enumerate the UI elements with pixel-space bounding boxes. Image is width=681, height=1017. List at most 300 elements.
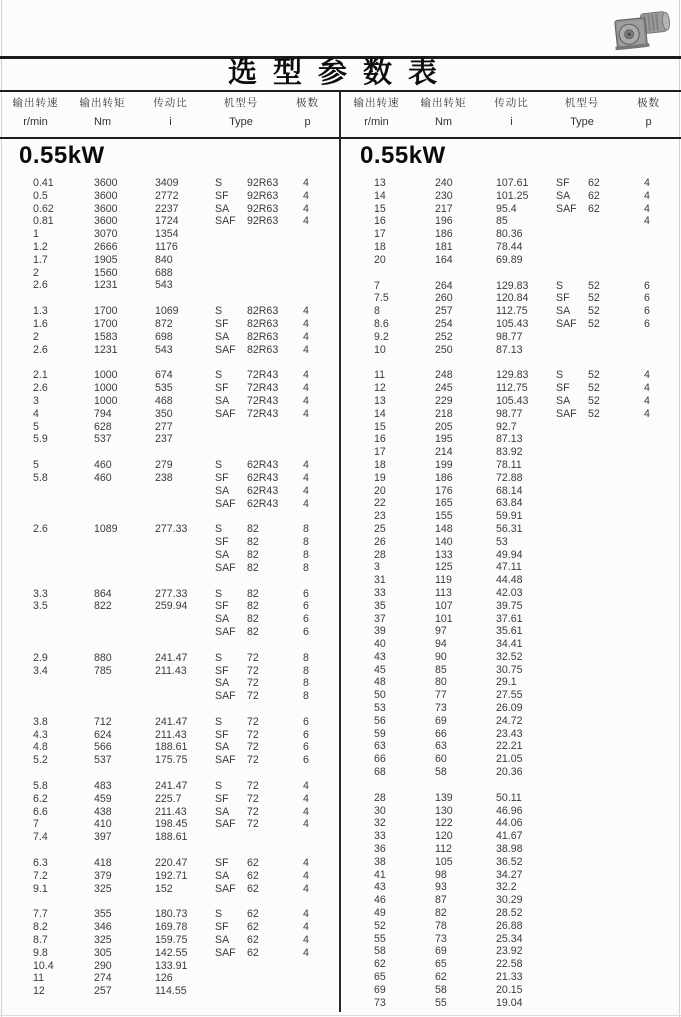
table-row <box>0 267 340 280</box>
table-row <box>341 549 681 562</box>
torque-cell: 107 <box>435 599 453 612</box>
type-size-cell: 62 <box>247 908 259 921</box>
type-size-cell: 72 <box>247 741 259 754</box>
speed-cell: 2 <box>33 330 39 343</box>
header-label: 机型号 <box>564 97 600 109</box>
speed-cell <box>33 690 94 703</box>
type-size-cell <box>588 254 644 267</box>
torque-cell: 122 <box>435 817 453 830</box>
torque-cell: 864 <box>94 587 112 600</box>
type-size-cell <box>588 600 644 613</box>
ratio-cell: 39.75 <box>496 599 523 612</box>
type-prefix-cell <box>215 279 247 292</box>
row-group <box>0 305 340 356</box>
type-prefix-cell <box>556 638 588 651</box>
type-prefix-cell: S <box>215 587 223 600</box>
ratio-cell: 26.88 <box>496 919 523 932</box>
type-size-cell: 62 <box>247 869 259 882</box>
speed-cell: 69 <box>374 983 386 996</box>
ratio-cell: 85 <box>496 215 508 228</box>
poles-cell <box>644 331 681 344</box>
type-prefix-cell <box>556 715 588 728</box>
poles-cell <box>644 728 681 741</box>
table-row <box>341 869 681 882</box>
speed-cell: 4.3 <box>33 728 48 741</box>
poles-cell: 8 <box>303 548 309 561</box>
type-size-cell: 62R43 <box>247 497 279 510</box>
type-size-cell <box>588 664 644 677</box>
type-size-cell <box>588 907 644 920</box>
speed-cell: 8.7 <box>33 934 48 947</box>
poles-cell: 4 <box>303 343 309 356</box>
ratio-cell: 78.44 <box>496 240 523 253</box>
header-label: 极数 <box>637 97 660 109</box>
torque-cell: 1000 <box>94 382 118 395</box>
torque-cell: 245 <box>435 382 453 395</box>
type-prefix-cell <box>556 702 588 715</box>
torque-cell <box>94 562 155 575</box>
speed-cell: 66 <box>374 753 386 766</box>
type-prefix-cell <box>556 894 588 907</box>
torque-cell: 254 <box>435 317 453 330</box>
type-prefix-cell: SAF <box>215 690 236 703</box>
torque-cell: 176 <box>435 484 453 497</box>
torque-cell: 290 <box>94 959 112 972</box>
column-header-Nm <box>71 97 134 128</box>
torque-cell: 3600 <box>94 202 118 215</box>
torque-cell <box>94 485 155 498</box>
speed-cell: 13 <box>374 177 386 189</box>
poles-cell <box>644 856 681 869</box>
header-label: 极数 <box>296 97 319 109</box>
type-prefix-cell: SF <box>215 664 229 677</box>
type-prefix-cell <box>215 831 247 844</box>
type-size-cell <box>247 241 303 254</box>
table-row <box>341 344 681 357</box>
type-prefix-cell: S <box>215 523 223 536</box>
type-size-cell: 62 <box>247 934 259 947</box>
table-row <box>341 459 681 472</box>
selection-table-right <box>341 177 681 1017</box>
ratio-cell: 105.43 <box>496 317 529 330</box>
row-group <box>341 792 681 1010</box>
poles-cell <box>644 740 681 753</box>
torque-cell: 1583 <box>94 330 118 343</box>
table-row <box>0 652 340 665</box>
poles-cell <box>644 689 681 702</box>
ratio-cell: 872 <box>155 317 173 330</box>
type-size-cell <box>588 651 644 664</box>
speed-cell: 2.9 <box>33 651 48 664</box>
poles-cell <box>644 715 681 728</box>
type-prefix-cell <box>215 254 247 267</box>
poles-cell <box>303 972 340 985</box>
ratio-cell: 92.7 <box>496 420 517 433</box>
type-size-cell: 72 <box>247 780 259 793</box>
type-size-cell <box>588 945 644 958</box>
ratio-cell: 241.47 <box>155 780 188 793</box>
speed-cell: 5.8 <box>33 780 48 793</box>
column-header-p <box>616 97 681 128</box>
ratio-cell: 107.61 <box>496 177 529 189</box>
torque-cell: 82 <box>435 907 447 920</box>
torque-cell <box>94 677 155 690</box>
ratio-cell: 98.77 <box>496 330 523 343</box>
table-row <box>0 190 340 203</box>
torque-cell: 459 <box>94 792 112 805</box>
poles-cell <box>644 587 681 600</box>
type-size-cell <box>247 831 303 844</box>
type-prefix-cell <box>556 907 588 920</box>
speed-cell: 2.1 <box>33 369 48 382</box>
power-rating-heading: 0.55kW <box>360 142 446 169</box>
poles-cell <box>644 228 681 241</box>
type-prefix-cell <box>215 228 247 241</box>
type-prefix-cell <box>556 587 588 600</box>
torque-cell: 305 <box>94 946 112 959</box>
table-row <box>0 626 340 639</box>
torque-cell: 537 <box>94 433 112 446</box>
torque-cell: 355 <box>94 908 112 921</box>
torque-cell: 260 <box>435 292 453 305</box>
ratio-cell: 37.61 <box>496 612 523 625</box>
poles-cell <box>644 561 681 574</box>
row-group <box>341 177 681 267</box>
type-prefix-cell <box>556 676 588 689</box>
ratio-cell: 129.83 <box>496 369 529 382</box>
type-size-cell <box>588 574 644 587</box>
header-unit: Nm <box>93 116 112 128</box>
speed-cell: 17 <box>374 446 386 459</box>
type-size-cell <box>588 792 644 805</box>
ratio-cell: 34.27 <box>496 868 523 881</box>
speed-cell: 49 <box>374 907 386 920</box>
speed-cell: 7.2 <box>33 869 48 882</box>
torque-cell <box>94 626 155 639</box>
poles-cell: 4 <box>303 189 309 202</box>
type-prefix-cell <box>215 972 247 985</box>
torque-cell: 112 <box>435 843 452 856</box>
poles-cell: 4 <box>303 471 309 484</box>
speed-cell: 45 <box>374 663 386 676</box>
torque-cell: 69 <box>435 714 447 727</box>
speed-cell: 9.1 <box>33 882 48 895</box>
speed-cell: 31 <box>374 574 386 587</box>
table-row <box>0 613 340 626</box>
type-prefix-cell <box>556 536 588 549</box>
torque-cell: 73 <box>435 932 447 945</box>
speed-cell: 7 <box>33 818 39 831</box>
torque-cell: 325 <box>94 934 112 947</box>
torque-cell: 410 <box>94 818 112 831</box>
torque-cell: 628 <box>94 420 112 433</box>
type-size-cell <box>588 856 644 869</box>
ratio-cell: 44.48 <box>496 574 523 587</box>
ratio-cell: 543 <box>155 279 173 292</box>
torque-cell: 140 <box>435 535 453 548</box>
poles-cell: 8 <box>303 536 309 549</box>
type-size-cell <box>247 267 303 280</box>
header-label: 传动比 <box>153 97 188 109</box>
torque-cell: 195 <box>435 433 453 446</box>
type-size-cell <box>588 561 644 574</box>
table-row <box>341 228 681 241</box>
torque-cell: 164 <box>435 253 453 266</box>
ratio-cell: 23.43 <box>496 727 523 740</box>
type-size-cell <box>588 625 644 638</box>
type-prefix-cell <box>556 574 588 587</box>
type-size-cell <box>588 997 644 1010</box>
poles-cell: 6 <box>303 613 309 626</box>
type-prefix-cell: SA <box>215 394 230 407</box>
type-size-cell <box>588 817 644 830</box>
poles-cell <box>644 613 681 626</box>
poles-cell <box>644 344 681 357</box>
table-row <box>341 920 681 933</box>
speed-cell: 38 <box>374 855 386 868</box>
type-prefix-cell: S <box>215 715 223 728</box>
torque-cell: 264 <box>435 279 453 292</box>
speed-cell: 18 <box>374 240 386 253</box>
type-size-cell <box>588 676 644 689</box>
table-row <box>341 318 681 331</box>
ratio-cell: 112.75 <box>496 382 528 395</box>
speed-cell: 3.8 <box>33 715 48 728</box>
type-size-cell <box>588 869 644 882</box>
speed-cell: 18 <box>374 458 386 471</box>
type-size-cell: 92R63 <box>247 177 279 189</box>
ratio-cell: 42.03 <box>496 586 523 599</box>
ratio-cell: 46.96 <box>496 804 523 817</box>
header-unit: Type <box>570 116 594 128</box>
speed-cell: 5.9 <box>33 433 48 446</box>
speed-cell: 2 <box>33 266 39 279</box>
torque-cell: 566 <box>94 741 112 754</box>
type-prefix-cell <box>556 792 588 805</box>
type-prefix-cell <box>556 920 588 933</box>
ratio-cell: 142.55 <box>155 946 188 959</box>
poles-cell: 4 <box>303 805 309 818</box>
row-group <box>0 908 340 998</box>
speed-cell: 20 <box>374 484 386 497</box>
right-half <box>341 0 681 1017</box>
poles-cell: 4 <box>303 484 309 497</box>
type-prefix-cell: SF <box>215 317 229 330</box>
poles-cell: 4 <box>644 382 650 395</box>
type-size-cell <box>588 446 644 459</box>
torque-cell: 90 <box>435 650 447 663</box>
type-size-cell: 82 <box>247 600 259 613</box>
table-row <box>341 792 681 805</box>
speed-cell: 3.4 <box>33 664 48 677</box>
type-prefix-cell <box>556 561 588 574</box>
torque-cell: 257 <box>94 985 112 998</box>
torque-cell: 101 <box>435 612 453 625</box>
type-size-cell: 52 <box>588 394 600 407</box>
type-prefix-cell: S <box>556 279 564 292</box>
ratio-cell: 198.45 <box>155 818 188 831</box>
speed-cell: 55 <box>374 932 386 945</box>
torque-cell: 252 <box>435 330 453 343</box>
speed-cell: 33 <box>374 830 386 843</box>
table-row <box>0 677 340 690</box>
table-row <box>0 421 340 434</box>
type-prefix-cell <box>556 766 588 779</box>
speed-cell: 16 <box>374 433 386 446</box>
torque-cell: 438 <box>94 805 112 818</box>
poles-cell <box>644 536 681 549</box>
table-row <box>341 574 681 587</box>
type-size-cell <box>588 753 644 766</box>
speed-cell: 68 <box>374 766 386 779</box>
ratio-cell: 279 <box>155 459 173 472</box>
ratio-cell: 277.33 <box>155 587 188 600</box>
ratio-cell: 80.36 <box>496 228 523 241</box>
speed-cell <box>33 613 94 626</box>
type-prefix-cell: SF <box>556 177 570 189</box>
type-size-cell: 72R43 <box>247 407 279 420</box>
header-label: 输出转速 <box>12 97 59 109</box>
type-prefix-cell <box>556 830 588 843</box>
speed-cell: 10.4 <box>33 959 54 972</box>
type-size-cell: 82 <box>247 548 259 561</box>
type-prefix-cell <box>556 651 588 664</box>
ratio-cell: 840 <box>155 253 173 266</box>
ratio-cell: 72.88 <box>496 471 523 484</box>
type-prefix-cell: SF <box>215 189 229 202</box>
poles-cell: 6 <box>644 317 650 330</box>
ratio-cell: 28.52 <box>496 907 523 920</box>
table-row <box>0 600 340 613</box>
torque-cell: 3070 <box>94 228 118 241</box>
ratio-cell: 32.52 <box>496 650 523 663</box>
poles-cell <box>303 421 340 434</box>
speed-cell: 2.6 <box>33 343 48 356</box>
ratio-cell: 56.31 <box>496 522 523 535</box>
torque-cell: 624 <box>94 728 112 741</box>
ratio-cell: 41.67 <box>496 830 523 843</box>
type-size-cell <box>588 241 644 254</box>
type-prefix-cell <box>556 331 588 344</box>
column-header-i <box>134 97 207 128</box>
speed-cell: 8.6 <box>374 317 389 330</box>
table-row <box>0 305 340 318</box>
poles-cell: 8 <box>303 561 309 574</box>
table-row <box>341 433 681 446</box>
table-row <box>0 690 340 703</box>
type-size-cell: 72R43 <box>247 369 279 382</box>
type-prefix-cell <box>556 600 588 613</box>
table-row <box>341 241 681 254</box>
speed-cell: 25 <box>374 522 386 535</box>
torque-cell: 822 <box>94 600 112 613</box>
table-row <box>341 421 681 434</box>
table-row <box>341 651 681 664</box>
torque-cell: 105 <box>435 855 453 868</box>
torque-cell <box>94 536 155 549</box>
type-size-cell <box>588 613 644 626</box>
table-row <box>341 817 681 830</box>
ratio-cell: 114.55 <box>155 985 187 998</box>
ratio-cell: 3409 <box>155 177 179 189</box>
table-row <box>341 369 681 382</box>
table-row <box>0 215 340 228</box>
header-label: 传动比 <box>494 97 529 109</box>
poles-cell <box>644 984 681 997</box>
table-row <box>0 780 340 793</box>
type-size-cell <box>588 331 644 344</box>
table-row <box>0 433 340 446</box>
type-prefix-cell: SA <box>215 677 230 690</box>
type-size-cell: 52 <box>588 382 600 395</box>
type-prefix-cell: S <box>215 369 223 382</box>
speed-cell: 2.6 <box>33 523 48 536</box>
table-row <box>0 947 340 960</box>
poles-cell: 4 <box>303 459 309 472</box>
type-size-cell <box>588 971 644 984</box>
column-header-r-min <box>0 97 71 128</box>
torque-cell: 58 <box>435 983 447 996</box>
type-size-cell: 82R63 <box>247 305 279 318</box>
torque-cell: 1700 <box>94 317 118 330</box>
poles-cell <box>644 971 681 984</box>
type-size-cell: 62 <box>588 177 600 189</box>
type-prefix-cell: SF <box>215 921 229 934</box>
type-prefix-cell: S <box>215 305 223 318</box>
row-group <box>0 523 340 574</box>
poles-cell: 8 <box>303 523 309 536</box>
ratio-cell: 688 <box>155 266 173 279</box>
poles-cell: 4 <box>644 394 650 407</box>
header-label: 输出转矩 <box>420 97 467 109</box>
poles-cell <box>644 945 681 958</box>
speed-cell: 22 <box>374 497 386 510</box>
center-divider <box>339 92 341 1012</box>
torque-cell: 229 <box>435 394 453 407</box>
type-size-cell: 62R43 <box>247 484 279 497</box>
torque-cell: 98 <box>435 868 447 881</box>
table-row <box>341 331 681 344</box>
type-size-cell: 82R63 <box>247 317 279 330</box>
column-header-Nm <box>412 97 475 128</box>
speed-cell <box>33 677 94 690</box>
poles-cell <box>644 549 681 562</box>
type-prefix-cell <box>556 984 588 997</box>
type-prefix-cell: SF <box>215 792 229 805</box>
poles-cell <box>644 702 681 715</box>
table-row <box>0 203 340 216</box>
type-size-cell <box>588 459 644 472</box>
torque-cell: 130 <box>435 804 453 817</box>
ratio-cell: 238 <box>155 471 173 484</box>
header-unit: p <box>645 116 652 128</box>
type-prefix-cell <box>556 958 588 971</box>
ratio-cell: 237 <box>155 433 173 446</box>
speed-cell: 50 <box>374 689 386 702</box>
torque-cell: 199 <box>435 458 453 471</box>
type-prefix-cell: SA <box>556 189 571 202</box>
ratio-cell: 535 <box>155 382 173 395</box>
ratio-cell <box>155 536 215 549</box>
torque-cell: 880 <box>94 651 112 664</box>
torque-cell: 85 <box>435 663 447 676</box>
selection-table-left <box>0 177 340 1011</box>
torque-cell: 1231 <box>94 343 118 356</box>
speed-cell: 1.6 <box>33 317 48 330</box>
type-prefix-cell <box>556 497 588 510</box>
table-row <box>0 241 340 254</box>
speed-cell: 1.3 <box>33 305 48 318</box>
